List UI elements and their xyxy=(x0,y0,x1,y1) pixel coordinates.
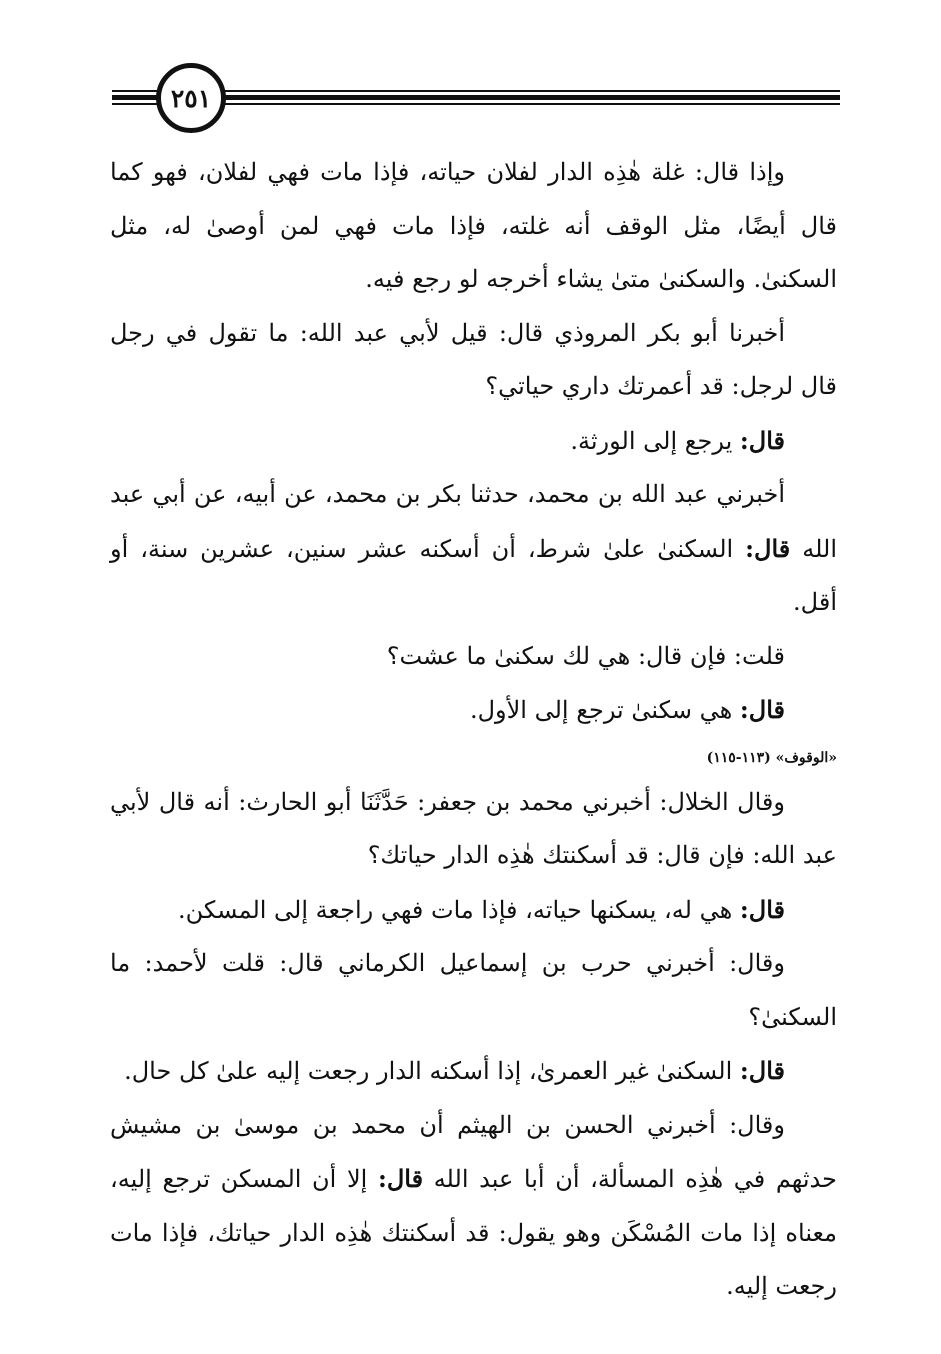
speaker-label: قال: xyxy=(739,425,785,455)
paragraph-text: هي سكنىٰ ترجع إلى الأول. xyxy=(469,696,740,724)
paragraph-1 xyxy=(110,146,837,307)
speaker-label: قال: xyxy=(739,1056,785,1085)
paragraph-text: وقال الخلال: أخبرني محمد بن جعفر: حَدَّثَنَا أبو الحارث: أنه قال لأبي عبد الله: فإن قال: قد أسكنتك هٰذِه الدار حياتك؟ xyxy=(110,787,837,869)
paragraph-4 xyxy=(110,468,837,630)
paragraph-7 xyxy=(110,776,837,883)
paragraph-6 xyxy=(110,683,837,738)
page-body xyxy=(110,146,837,1314)
paragraph-10 xyxy=(110,1044,837,1099)
paragraph-text: هي له، يسكنها حياته، فإذا مات فهي راجعة إلى المسكن. xyxy=(178,895,740,924)
source-reference: «الوقوف» (١١٣-١١٥) xyxy=(706,749,837,766)
speaker-label: قال: xyxy=(739,695,785,724)
paragraph-text: قلت: فإن قال: هي لك سكنىٰ ما عشت؟ xyxy=(386,641,785,670)
paragraph-text: يرجع إلى الورثة. xyxy=(570,426,740,455)
paragraph-text: أخبرني عبد الله بن محمد، حدثنا بكر بن محمد، عن أبيه، عن أبي عبد الله xyxy=(110,480,837,563)
paragraph-text: إلا أن المسكن ترجع إليه، معناه إذا مات المُسْكَن وهو يقول: قد أسكنتك هٰذِه الدار حياتك، فإذا مات رجعت إليه. xyxy=(110,1165,837,1300)
paragraph-3 xyxy=(110,414,837,469)
speaker-label: قال: xyxy=(377,1164,424,1193)
paragraph-text: أخبرنا أبو بكر المروذي قال: قيل لأبي عبد الله: ما تقول في رجل قال لرجل: قد أعمرتك داري حياتي؟ xyxy=(110,318,837,400)
paragraph-text: السكنىٰ علىٰ شرط، أن أسكنه عشر سنين، عشرين سنة، أو أقل. xyxy=(110,534,837,616)
paragraph-5 xyxy=(110,630,837,684)
paragraph-text: وقال: أخبرني حرب بن إسماعيل الكرماني قال: قلت لأحمد: ما السكنىٰ؟ xyxy=(110,949,837,1031)
speaker-label: قال: xyxy=(739,894,785,924)
paragraph-text: وإذا قال: غلة هٰذِه الدار لفلان حياته، فإذا مات فهي لفلان، فهو كما قال أيضًا، مثل الوقف أنه غلته، فإذا مات فهي لمن أوصىٰ له، مثل السكنىٰ. والسكنىٰ متىٰ يشاء أخرجه لو رجع فيه. xyxy=(110,158,837,293)
paragraph-11 xyxy=(110,1099,837,1314)
paragraph-text: وقال: أخبرني الحسن بن الهيثم أن محمد بن موسىٰ بن مشيش حدثهم في هٰذِه المسألة، أن أبا عبد الله xyxy=(110,1110,837,1193)
paragraph-2 xyxy=(110,307,837,414)
page-header xyxy=(112,60,840,138)
speaker-label: قال: xyxy=(745,533,791,563)
paragraph-8 xyxy=(110,883,837,938)
page-number-badge xyxy=(156,63,226,133)
paragraph-9 xyxy=(110,937,837,1044)
paragraph-text: السكنىٰ غير العمرىٰ، إذا أسكنه الدار رجعت إليه علىٰ كل حال. xyxy=(124,1057,740,1085)
page-number: ٢٥١ xyxy=(170,83,212,113)
